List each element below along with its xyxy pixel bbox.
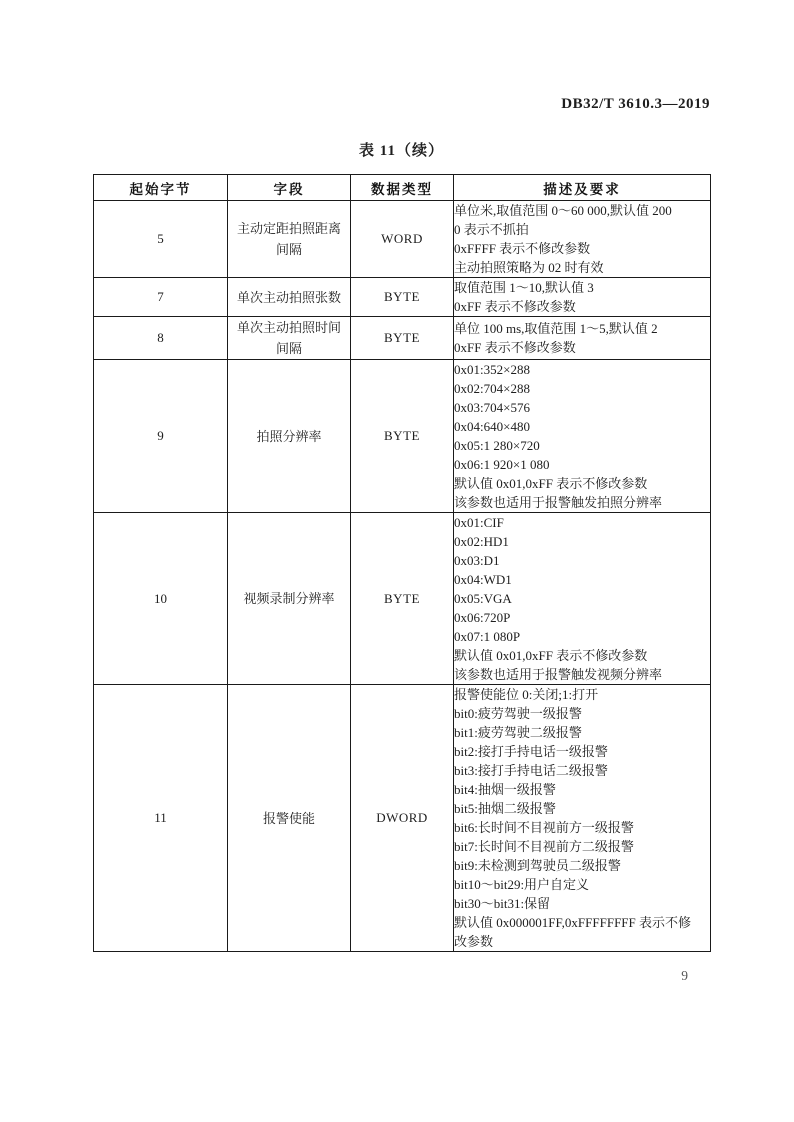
data-type-cell: BYTE — [351, 513, 454, 685]
data-type-cell: BYTE — [351, 278, 454, 317]
start-byte-cell: 10 — [94, 513, 228, 685]
field-cell — [228, 278, 351, 317]
description-line: bit10～bit29:用户自定义 — [454, 877, 590, 892]
field-cell — [228, 685, 351, 952]
field-line: 间隔 — [275, 242, 302, 257]
description-line: 0x01:CIF — [454, 515, 504, 530]
start-byte-cell: 8 — [94, 317, 228, 360]
description-line: 0x04:WD1 — [454, 572, 512, 587]
description-line: 0xFF 表示不修改参数 — [454, 340, 576, 355]
description-line: 单位 100 ms,取值范围 1～5,默认值 2 — [454, 321, 658, 336]
start-byte-cell: 9 — [94, 360, 228, 513]
field-cell — [228, 317, 351, 360]
table-caption: 表 11（续） — [359, 143, 444, 159]
field-line: 拍照分辨率 — [256, 428, 322, 444]
description-line: 0x01:352×288 — [454, 362, 530, 377]
description-line: 0x07:1 080P — [454, 629, 521, 644]
description-cell — [454, 317, 711, 360]
description-cell — [454, 513, 711, 685]
description-line: bit2:接打手持电话一级报警 — [454, 744, 608, 759]
col-header-data-type: 数据类型 — [351, 175, 454, 201]
description-line: bit3:接打手持电话二级报警 — [454, 763, 608, 778]
start-byte-cell: 7 — [94, 278, 228, 317]
description-line: 该参数也适用于报警触发视频分辨率 — [454, 667, 663, 682]
field-line: 间隔 — [275, 341, 302, 356]
header-row — [94, 175, 711, 201]
description-line: 该参数也适用于报警触发拍照分辨率 — [454, 495, 663, 510]
description-line: 0x02:704×288 — [454, 381, 530, 396]
table-row — [94, 278, 711, 317]
col-header-field: 字段 — [228, 175, 351, 201]
col-header-start-byte: 起始字节 — [94, 175, 228, 201]
field-line: 报警使能 — [262, 810, 315, 826]
description-cell — [454, 360, 711, 513]
description-line: bit7:长时间不目视前方二级报警 — [454, 839, 634, 854]
description-line: bit0:疲劳驾驶一级报警 — [454, 706, 582, 721]
description-cell — [454, 278, 711, 317]
data-type-cell: BYTE — [351, 360, 454, 513]
spec-table-header — [94, 175, 711, 201]
table-row — [94, 317, 711, 360]
description-line: 主动拍照策略为 02 时有效 — [454, 260, 604, 275]
description-line: 0x03:704×576 — [454, 400, 530, 415]
start-byte-cell: 5 — [94, 201, 228, 278]
description-line: 0x05:VGA — [454, 591, 512, 606]
description-line: bit5:抽烟二级报警 — [454, 801, 556, 816]
field-line: 主动定距拍照距离 — [236, 221, 341, 236]
field-line: 视频录制分辨率 — [243, 591, 335, 606]
description-line: 0 表示不抓拍 — [454, 222, 529, 237]
description-line: 0x02:HD1 — [454, 534, 509, 549]
description-line: 0x04:640×480 — [454, 419, 530, 434]
data-type-cell: DWORD — [351, 685, 454, 952]
col-header-description: 描述及要求 — [454, 175, 711, 201]
description-line: 0x06:720P — [454, 610, 511, 625]
spec-table — [93, 174, 711, 952]
description-line: 0x05:1 280×720 — [454, 438, 540, 453]
table-row — [94, 360, 711, 513]
table-row — [94, 685, 711, 952]
description-line: bit9:未检测到驾驶员二级报警 — [454, 858, 621, 873]
field-cell — [228, 513, 351, 685]
start-byte-cell: 11 — [94, 685, 228, 952]
field-line: 单次主动拍照张数 — [236, 289, 341, 305]
spec-table-body — [94, 201, 711, 952]
description-line: 0x06:1 920×1 080 — [454, 457, 550, 472]
description-line: 单位米,取值范围 0～60 000,默认值 200 — [454, 203, 672, 218]
description-line: 报警使能位 0:关闭;1:打开 — [454, 687, 599, 702]
data-type-cell: BYTE — [351, 317, 454, 360]
field-cell — [228, 360, 351, 513]
description-cell — [454, 685, 711, 952]
field-line: 单次主动拍照时间 — [236, 320, 341, 335]
description-line: bit4:抽烟一级报警 — [454, 782, 556, 797]
description-line: 改参数 — [454, 934, 494, 949]
description-line: bit1:疲劳驾驶二级报警 — [454, 725, 582, 740]
description-line: 0xFFFF 表示不修改参数 — [454, 241, 591, 256]
description-line: 默认值 0x000001FF,0xFFFFFFFF 表示不修 — [454, 915, 692, 930]
description-line: 0x03:D1 — [454, 553, 500, 568]
description-cell — [454, 201, 711, 278]
table-row — [94, 201, 711, 278]
description-line: 默认值 0x01,0xFF 表示不修改参数 — [454, 648, 648, 663]
field-cell — [228, 201, 351, 278]
description-line: bit6:长时间不目视前方一级报警 — [454, 820, 634, 835]
description-line: 默认值 0x01,0xFF 表示不修改参数 — [454, 476, 648, 491]
description-line: 0xFF 表示不修改参数 — [454, 299, 576, 314]
description-line: 取值范围 1～10,默认值 3 — [454, 280, 594, 295]
description-line: bit30～bit31:保留 — [454, 896, 551, 911]
doc-code: DB32/T 3610.3—2019 — [561, 96, 710, 112]
page-number: 9 — [681, 968, 688, 983]
table-row — [94, 513, 711, 685]
data-type-cell: WORD — [351, 201, 454, 278]
